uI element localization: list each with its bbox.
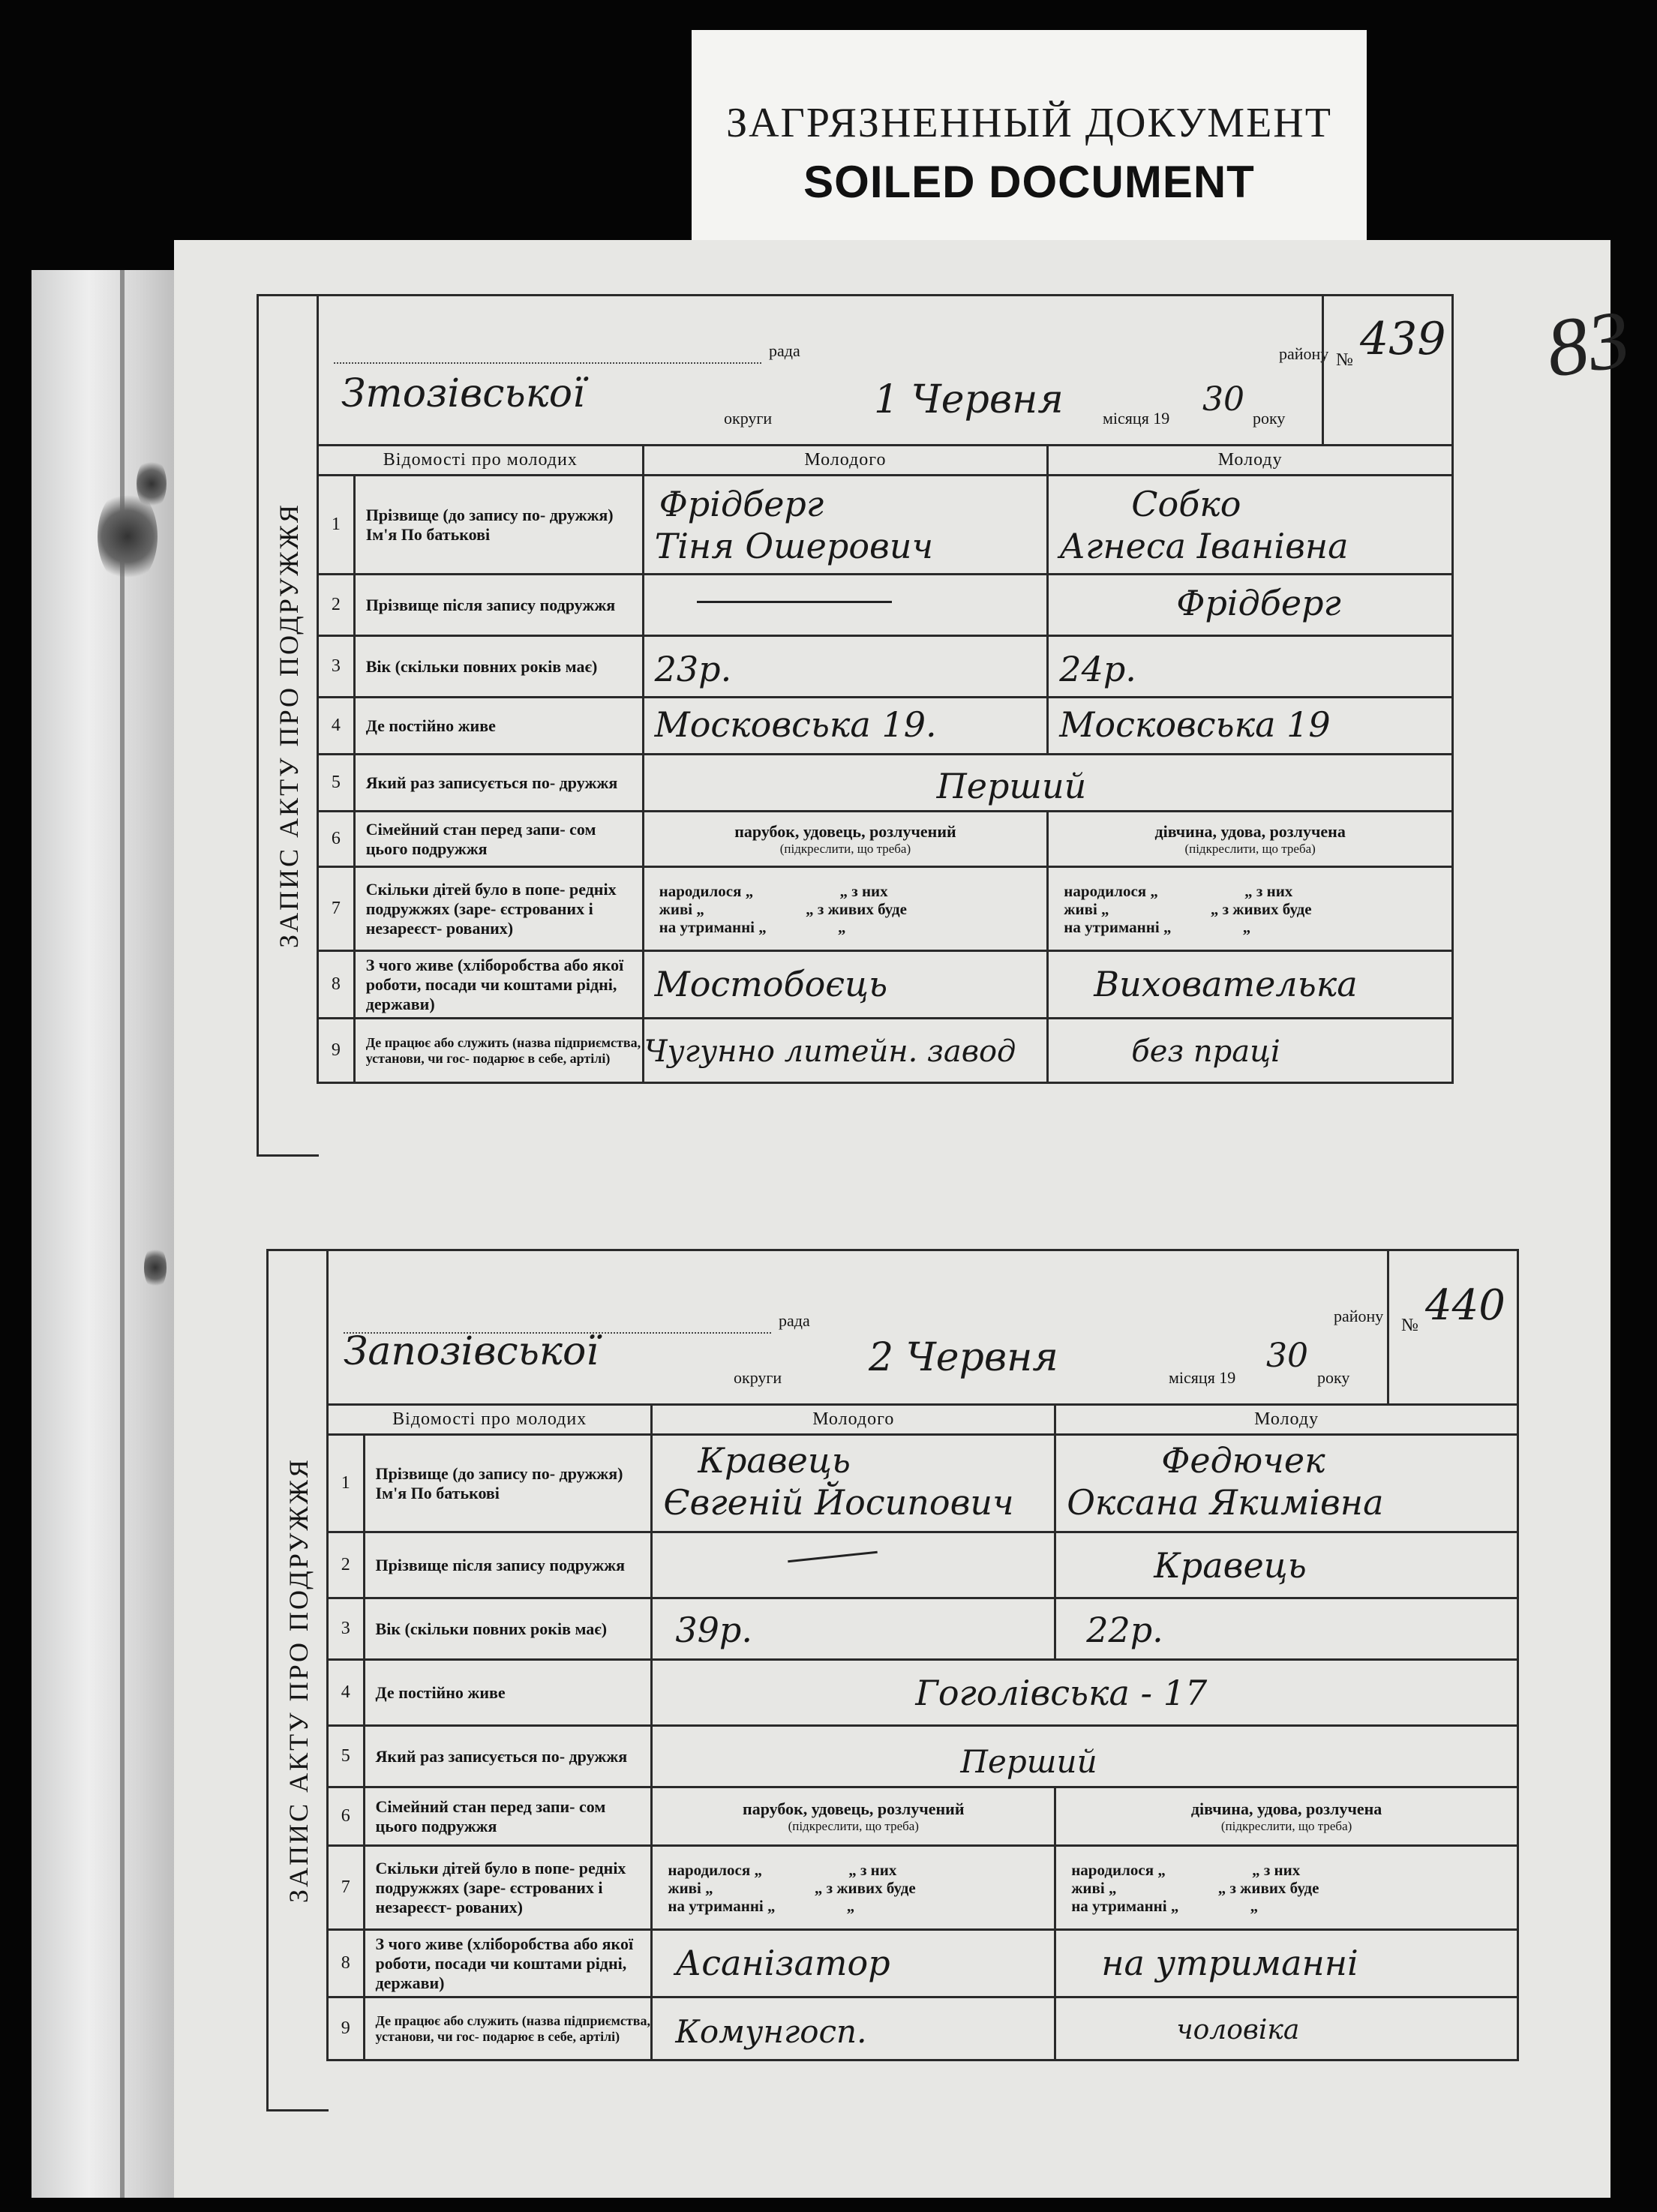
groom-status-cell (643, 812, 1048, 867)
row-label: Вік (скільки повних років має) (364, 1598, 652, 1660)
number-prefix: № (1401, 1316, 1418, 1335)
marriage-times: Перший (936, 766, 1087, 806)
bride-surname: Собко (1131, 484, 1241, 524)
row-number: 7 (318, 867, 355, 951)
groom-children-cell: народилося „ „ з них живі „ „ з живих буде на утриманні „ „ (643, 867, 1048, 951)
groom-surname: Фрідберг (659, 484, 824, 524)
groom-address: Московська 19. (654, 704, 937, 745)
rada-label: рада (779, 1311, 810, 1330)
row-label: Де працює або служить (назва підприємства, установи, чи гос- подарює в себе, артілі) (354, 1019, 643, 1083)
times-cell (652, 1726, 1518, 1787)
month-label: місяця 19 (1169, 1368, 1236, 1387)
groom-surname-after-dash (697, 601, 892, 603)
bride-workplace: чоловіка (1176, 2015, 1300, 2045)
row-number: 6 (328, 1787, 365, 1846)
row-number: 1 (318, 476, 355, 575)
ink-blot (144, 1245, 167, 1290)
year-label: року (1317, 1368, 1350, 1387)
underline-note: (підкреслити, що треба) (788, 1818, 919, 1833)
bride-children-cell: народилося „ „ з них живі „ „ з живих буде на утриманні „ „ (1055, 1846, 1518, 1930)
marriage-record-440 (266, 1249, 1519, 2111)
row-number: 8 (328, 1930, 365, 1997)
record-header (326, 1249, 1519, 1406)
record-table (326, 1403, 1519, 2061)
bride-workplace-cell (1055, 1997, 1518, 2060)
date-handwritten: 2 Червня (869, 1335, 1058, 1380)
bride-surname-after: Фрідберг (1176, 583, 1341, 623)
groom-surname-after-cell (643, 575, 1048, 636)
record-number: 439 (1360, 313, 1446, 365)
bride-occupation: на утриманні (1101, 1943, 1358, 1983)
okruhy-label: округи (724, 409, 773, 428)
row-number: 7 (328, 1846, 365, 1930)
groom-surname-after-cell (652, 1532, 1055, 1598)
underline-note: (підкреслити, що треба) (1220, 1818, 1352, 1833)
shared-address: Гоголівська - 17 (915, 1673, 1208, 1713)
year-label: року (1253, 409, 1286, 428)
row-number: 8 (318, 951, 355, 1019)
soiled-document-label (692, 30, 1367, 240)
row-label: Прізвище після запису подружжя (354, 575, 643, 636)
bride-name: Агнеса Іванівна (1059, 526, 1349, 566)
record-side-title: ЗАПИС АКТУ ПРО ПОДРУЖЖЯ (266, 1249, 329, 2111)
bride-age-cell (1055, 1598, 1518, 1660)
number-prefix: № (1336, 350, 1353, 370)
rada-handwritten: Запозівської (344, 1329, 599, 1374)
bride-status-options: дівчина, удова, розлучена (1190, 1799, 1382, 1818)
groom-age: 23р. (654, 649, 732, 689)
groom-workplace-cell (643, 1019, 1048, 1083)
row-number: 4 (318, 698, 355, 755)
row-number: 3 (318, 636, 355, 698)
row-number: 2 (318, 575, 355, 636)
groom-names-cell (652, 1435, 1055, 1532)
col-info-header: Відомості про молодих (328, 1405, 652, 1435)
row-label: З чого живе (хліборобства або якої роботи, посади чи коштами рідні, держави) (364, 1930, 652, 1997)
row-label: Де постійно живе (354, 698, 643, 755)
groom-occupation: Мостобоєць (654, 964, 888, 1004)
groom-age-cell (652, 1598, 1055, 1660)
col-groom-header: Молодого (643, 446, 1048, 476)
marriage-times: Перший (960, 1743, 1097, 1780)
raion-label: району (1279, 344, 1329, 363)
underline-note: (підкреслити, що треба) (779, 841, 911, 856)
groom-address-cell (643, 698, 1048, 755)
bride-workplace: без праці (1131, 1034, 1280, 1069)
groom-status-options: парубок, удовець, розлучений (743, 1799, 965, 1818)
row-label: З чого живе (хліборобства або якої роботи, посади чи коштами рідні, держави) (354, 951, 643, 1019)
groom-names-cell (643, 476, 1048, 575)
marriage-record-439 (257, 294, 1454, 1157)
bride-surname-after-cell (1055, 1532, 1518, 1598)
row-number: 9 (328, 1997, 365, 2060)
bride-names-cell (1055, 1435, 1518, 1532)
row-label: Де працює або служить (назва підприємства, установи, чи гос- подарює в себе, артілі) (364, 1997, 652, 2060)
bride-address: Московська 19 (1059, 704, 1331, 745)
row-number: 5 (318, 755, 355, 812)
record-number-box (1387, 1251, 1517, 1406)
bride-age: 24р. (1059, 649, 1136, 689)
bride-age: 22р. (1086, 1610, 1163, 1650)
row-label: Прізвище після запису подружжя (364, 1532, 652, 1598)
year-handwritten: 30 (1266, 1337, 1308, 1375)
bride-children-cell: народилося „ „ з них живі „ „ з живих буде на утриманні „ „ (1048, 867, 1453, 951)
row-number: 9 (318, 1019, 355, 1083)
groom-workplace: Комунгосп. (675, 2013, 867, 2050)
groom-name: Євгеній Йосипович (663, 1482, 1014, 1523)
row-label: Скільки дітей було в попе- редніх подружжях (заре- єстрованих і незареєст- рованих) (354, 867, 643, 951)
bride-name: Оксана Якимівна (1067, 1482, 1384, 1523)
row-number: 3 (328, 1598, 365, 1660)
row-label: Скільки дітей було в попе- редніх подружжях (заре- єстрованих і незареєст- рованих) (364, 1846, 652, 1930)
times-cell (643, 755, 1452, 812)
groom-age-cell (643, 636, 1048, 698)
year-handwritten: 30 (1202, 380, 1244, 419)
raion-label: району (1334, 1307, 1384, 1325)
bride-status-cell (1055, 1787, 1518, 1846)
rada-label: рада (769, 341, 800, 360)
bride-status-options: дівчина, удова, розлучена (1154, 821, 1346, 841)
bride-age-cell (1048, 636, 1453, 698)
underline-note: (підкреслити, що треба) (1184, 841, 1316, 856)
bride-surname-after-cell (1048, 575, 1453, 636)
bride-occupation-cell (1048, 951, 1453, 1019)
bride-address-cell (1048, 698, 1453, 755)
bride-workplace-cell (1048, 1019, 1453, 1083)
groom-workplace: Чугунно литейн. завод (644, 1034, 1016, 1069)
row-number: 1 (328, 1435, 365, 1532)
col-info-header: Відомості про молодих (318, 446, 644, 476)
row-label: Який раз записується по- дружжя (364, 1726, 652, 1787)
row-number: 6 (318, 812, 355, 867)
groom-children-cell: народилося „ „ з них живі „ „ з живих буде на утриманні „ „ (652, 1846, 1055, 1930)
record-number: 440 (1425, 1281, 1505, 1330)
groom-surname-after-dash (788, 1551, 878, 1563)
row-label: Де постійно живе (364, 1660, 652, 1726)
address-cell (652, 1660, 1518, 1726)
row-label: Вік (скільки повних років має) (354, 636, 643, 698)
row-label: Прізвище (до запису по- дружжя) Ім'я По батькові (354, 476, 643, 575)
record-table (317, 444, 1454, 1084)
col-bride-header: Молоду (1055, 1405, 1518, 1435)
groom-surname: Кравець (698, 1440, 851, 1481)
bride-surname-after: Кравець (1154, 1545, 1307, 1586)
groom-occupation-cell (652, 1930, 1055, 1997)
date-handwritten: 1 Червня (874, 377, 1064, 422)
bride-surname: Федючек (1161, 1440, 1325, 1481)
bride-names-cell (1048, 476, 1453, 575)
okruhy-label: округи (734, 1368, 782, 1387)
row-label: Сімейний стан перед запи- сом цього подружжя (354, 812, 643, 867)
col-bride-header: Молоду (1048, 446, 1453, 476)
binding-strip (32, 270, 174, 2198)
col-groom-header: Молодого (652, 1405, 1055, 1435)
row-label: Який раз записується по- дружжя (354, 755, 643, 812)
groom-status-options: парубок, удовець, розлучений (734, 821, 956, 841)
rada-handwritten: Зтозівської (341, 371, 585, 416)
rada-line (334, 362, 761, 364)
groom-name: Тіня Ошерович (654, 526, 934, 566)
page-number: 83 (1540, 292, 1635, 395)
label-english: SOILED DOCUMENT (803, 157, 1255, 207)
record-side-title: ЗАПИС АКТУ ПРО ПОДРУЖЖЯ (257, 294, 319, 1157)
groom-age: 39р. (675, 1610, 752, 1650)
row-number: 4 (328, 1660, 365, 1726)
bride-occupation-cell (1055, 1930, 1518, 1997)
groom-workplace-cell (652, 1997, 1055, 2060)
record-header (317, 294, 1454, 446)
bride-occupation: Вихователька (1094, 964, 1358, 1004)
month-label: місяця 19 (1103, 409, 1170, 428)
record-number-box (1322, 296, 1451, 446)
groom-status-cell (652, 1787, 1055, 1846)
row-label: Прізвище (до запису по- дружжя) Ім'я По батькові (364, 1435, 652, 1532)
groom-occupation-cell (643, 951, 1048, 1019)
row-number: 5 (328, 1726, 365, 1787)
row-number: 2 (328, 1532, 365, 1598)
groom-occupation: Асанізатор (675, 1943, 890, 1983)
bride-status-cell (1048, 812, 1453, 867)
ink-blot (137, 458, 167, 510)
label-russian: ЗАГРЯЗНЕННЫЙ ДОКУМЕНТ (726, 100, 1332, 146)
row-label: Сімейний стан перед запи- сом цього подружжя (364, 1787, 652, 1846)
